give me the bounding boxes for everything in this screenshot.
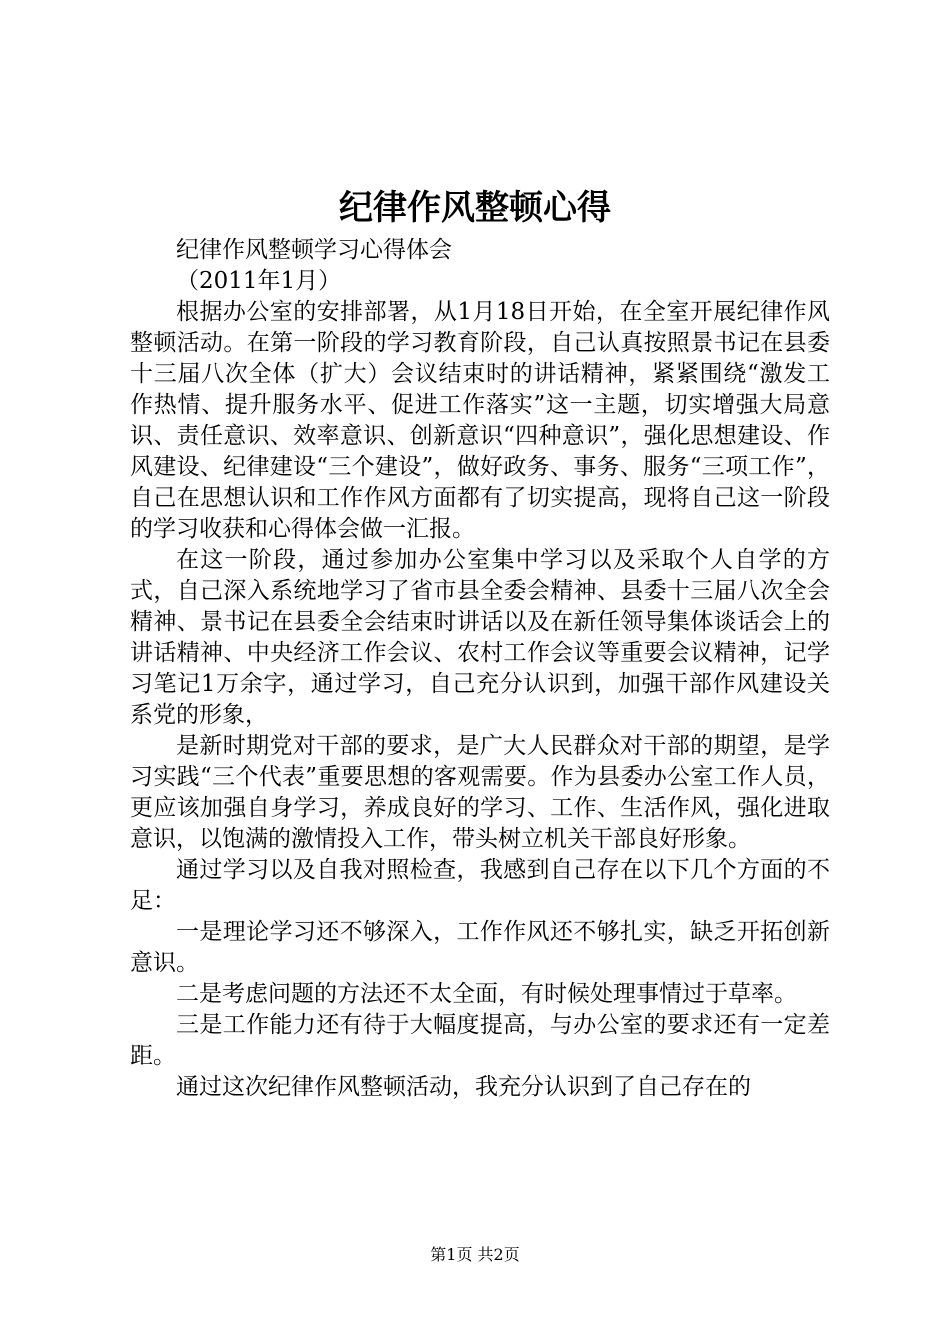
subtitle-paragraph: 纪律作风整顿学习心得体会 (176, 237, 452, 263)
body-paragraph-5: 一是理论学习还不够深入，工作作风还不够扎实，缺乏开拓创新意识。 (130, 919, 830, 976)
body-paragraph-3: 是新时期党对干部的要求，是广大人民群众对干部的期望，是学习实践“三个代表”重要思想的客观需要。作为县委办公室工作人员，更应该加强自身学习，养成良好的学习、工作、生活作风，强化进取意识，以饱满的激情投入工作，带头树立机关干部良好形象。 (130, 733, 830, 852)
body-paragraph-7: 三是工作能力还有待于大幅度提高，与办公室的要求还有一定差距。 (130, 1012, 830, 1069)
body-paragraph-2: 在这一阶段，通过参加办公室集中学习以及采取个人自学的方式，自己深入系统地学习了省市县全委会精神、县委十三届八次全会精神、景书记在县委全会结束时讲话以及在新任领导集体谈话会上的讲话精神、中央经济工作会议、农村工作会议等重要会议精神，记学习笔记1万余字，通过学习，自己充分认识到，加强干部作风建设关系党的形象， (130, 547, 830, 728)
body-paragraph-4: 通过学习以及自我对照检查，我感到自己存在以下几个方面的不足： (130, 857, 830, 914)
document-body (130, 235, 830, 1103)
page-footer: 第1页 共2页 (430, 1245, 520, 1264)
document-title: 纪律作风整顿心得 (339, 188, 611, 228)
body-paragraph-6: 二是考虑问题的方法还不太全面，有时候处理事情过于草率。 (176, 981, 797, 1007)
body-paragraph-8: 通过这次纪律作风整顿活动，我充分认识到了自己存在的 (176, 1074, 751, 1100)
date-paragraph: （2011年1月） (176, 268, 342, 294)
body-paragraph-1: 根据办公室的安排部署，从1月18日开始，在全室开展纪律作风整顿活动。在第一阶段的学习教育阶段，自己认真按照景书记在县委十三届八次全体（扩大）会议结束时的讲话精神，紧紧围绕“激发工作热情、提升服务水平、促进工作落实”这一主题，切实增强大局意识、责任意识、效率意识、创新意识“四种意识”，强化思想建设、作风建设、纪律建设“三个建设”，做好政务、事务、服务“三项工作”，自己在思想认识和工作作风方面都有了切实提高，现将自己这一阶段的学习收获和心得体会做一汇报。 (130, 299, 830, 542)
